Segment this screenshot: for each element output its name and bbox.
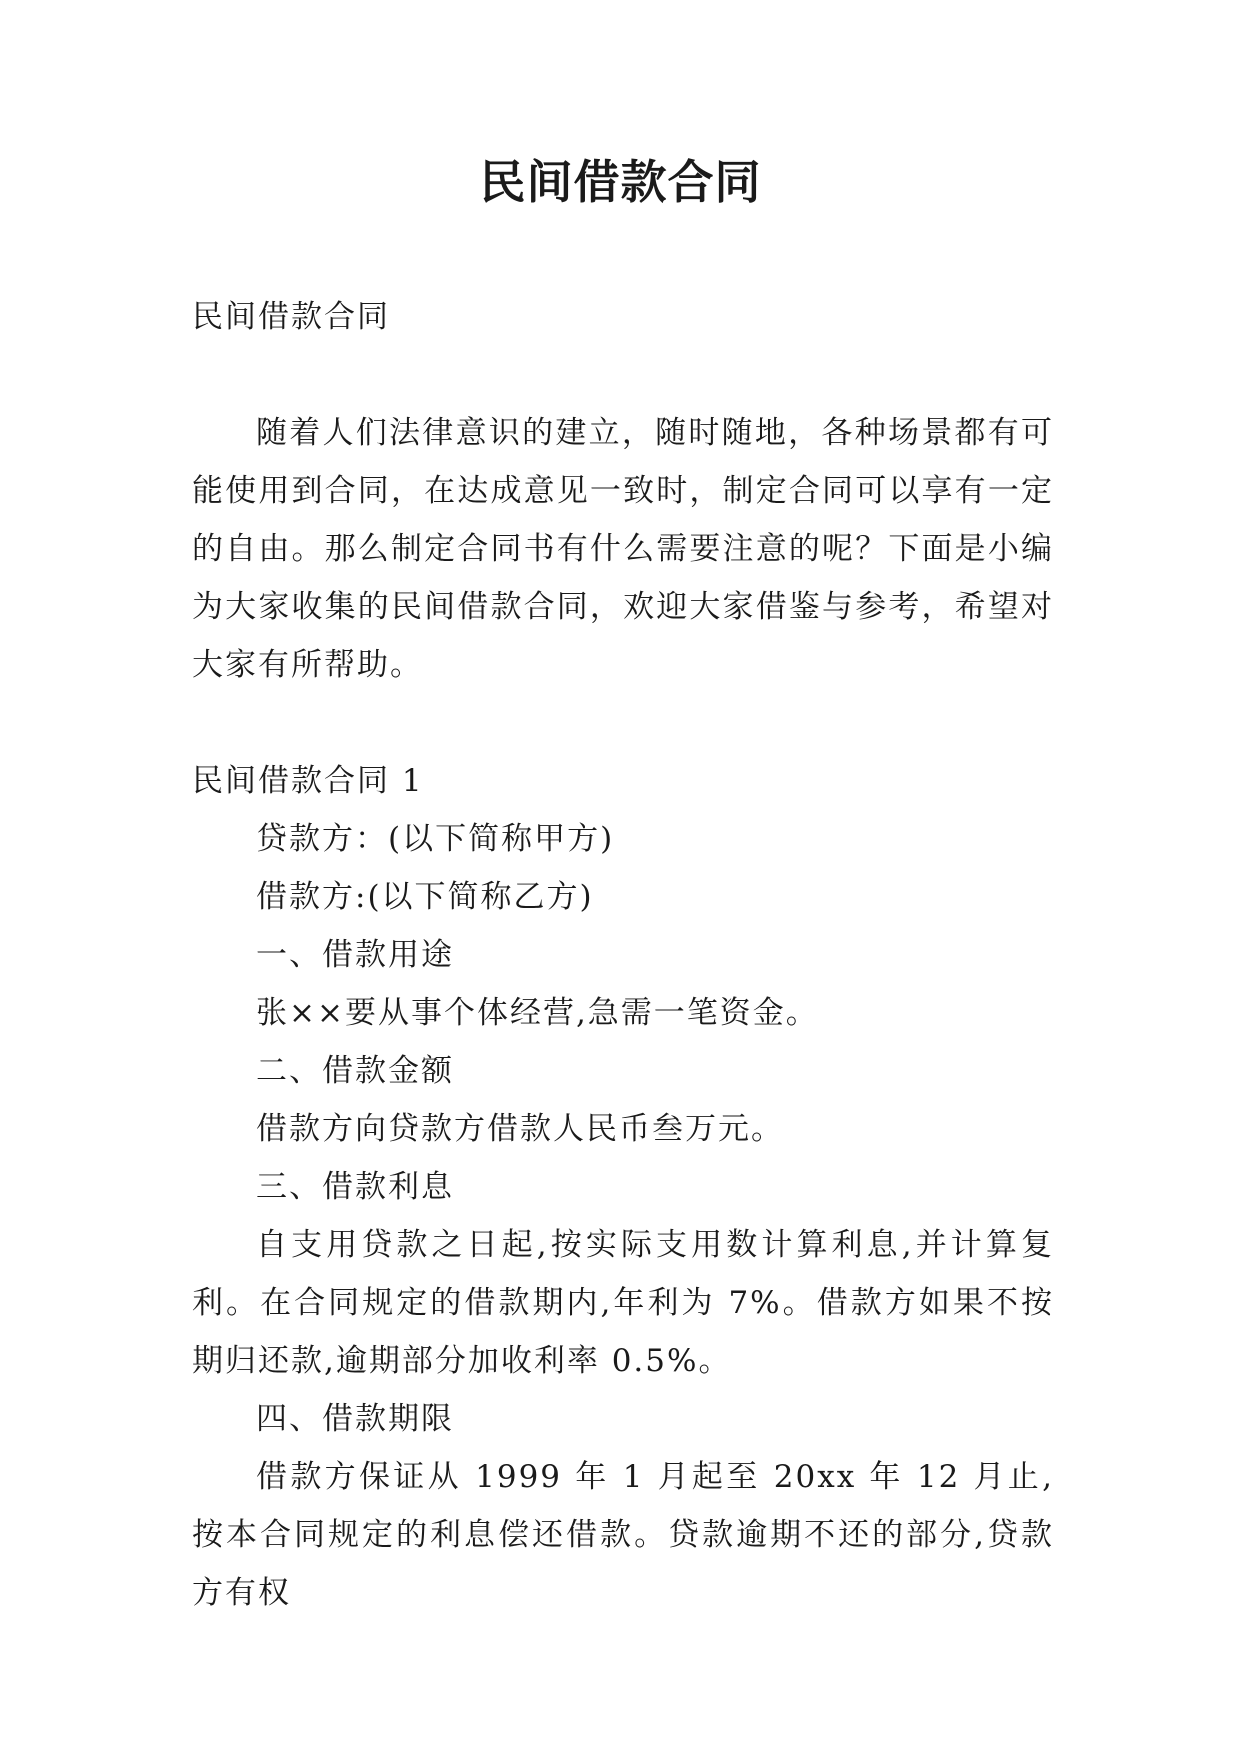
document-subtitle: 民间借款合同 <box>192 299 390 335</box>
clause-text-purpose: 张××要从事个体经营,急需一笔资金。 <box>256 995 819 1031</box>
clause-text-interest: 自支用贷款之日起,按实际支用数计算利息,并计算复利。在合同规定的借款期内,年利为 7%。借款方如果不按期归还款,逾期部分加收利率 0.5%。 <box>192 1227 1054 1379</box>
document-title: 民间借款合同 <box>479 155 762 209</box>
clause-heading-amount: 二、借款金额 <box>256 1053 454 1089</box>
lender-line: 贷款方：(以下简称甲方) <box>256 821 615 857</box>
section-title: 民间借款合同 1 <box>192 763 424 799</box>
clause-heading-purpose: 一、借款用途 <box>256 937 454 973</box>
intro-paragraph: 随着人们法律意识的建立，随时随地，各种场景都有可能使用到合同，在达成意见一致时，制定合同可以享有一定的自由。那么制定合同书有什么需要注意的呢？下面是小编为大家收集的民间借款合同，欢迎大家借鉴与参考，希望对大家有所帮助。 <box>192 415 1054 683</box>
clause-heading-term: 四、借款期限 <box>256 1401 454 1437</box>
document-body <box>192 288 1054 1622</box>
clause-text-amount: 借款方向贷款方借款人民币叁万元。 <box>256 1111 784 1147</box>
clause-heading-interest: 三、借款利息 <box>256 1169 454 1205</box>
borrower-line: 借款方:(以下简称乙方) <box>256 879 594 915</box>
clause-text-term: 借款方保证从 1999 年 1 月起至 20xx 年 12 月止,按本合同规定的利息偿还借款。贷款逾期不还的部分,贷款方有权 <box>192 1459 1054 1611</box>
